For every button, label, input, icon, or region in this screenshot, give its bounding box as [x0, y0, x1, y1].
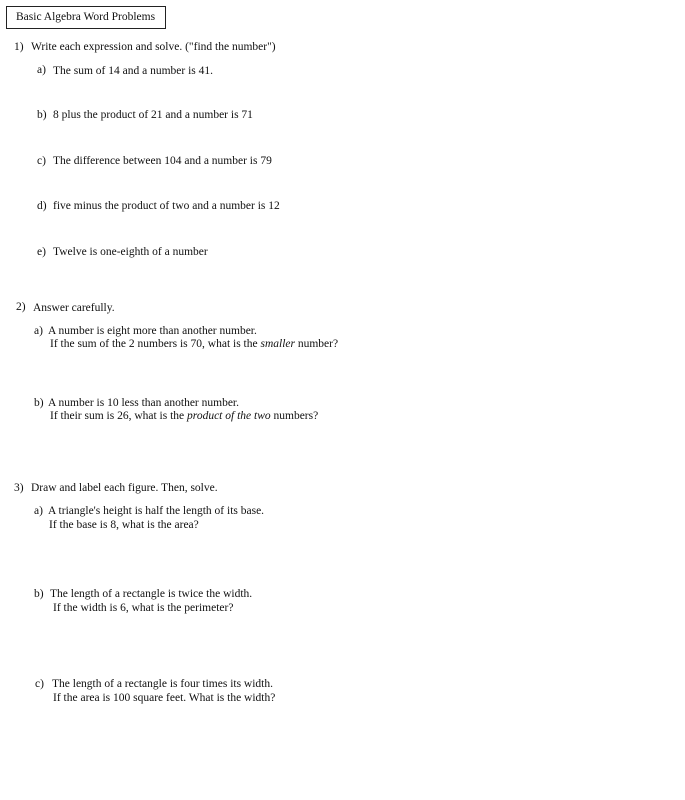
problem-1d-text: five minus the product of two and a number is 12 [53, 200, 280, 212]
problem-2-number: 2) [16, 301, 26, 313]
problem-3a-line2: If the base is 8, what is the area? [49, 519, 199, 531]
problem-1c-letter: c) [37, 155, 46, 167]
problem-1b-letter: b) [37, 109, 47, 121]
problem-2b-letter: b) [34, 397, 44, 409]
problem-1e-text: Twelve is one-eighth of a number [53, 246, 208, 258]
problem-1-number: 1) [14, 41, 24, 53]
problem-1e-letter: e) [37, 246, 46, 258]
problem-1c-text: The difference between 104 and a number is 79 [53, 155, 272, 167]
title-box [6, 6, 166, 29]
problem-1a-text: The sum of 14 and a number is 41. [53, 65, 214, 77]
problem-3b-line1: The length of a rectangle is twice the width. [50, 588, 253, 600]
problem-3a-line1: A triangle's height is half the length of its base. [48, 505, 265, 517]
problem-2a-line1: A number is eight more than another number. [48, 325, 257, 337]
problem-3c-line1: The length of a rectangle is four times its width. [52, 678, 273, 690]
problem-2a-letter: a) [34, 325, 43, 337]
problem-3-instruction: Draw and label each figure. Then, solve. [31, 482, 218, 494]
problem-3c-letter: c) [35, 678, 44, 690]
problem-1-instruction: Write each expression and solve. ("find the number") [31, 41, 276, 53]
problem-3b-letter: b) [34, 588, 44, 600]
problem-3-number: 3) [14, 482, 24, 494]
problem-3b-line2: If the width is 6, what is the perimeter? [53, 602, 234, 614]
problem-1a-letter: a) [37, 64, 46, 76]
page-title: Basic Algebra Word Problems [16, 11, 156, 23]
problem-3a-letter: a) [34, 505, 43, 517]
problem-1d-letter: d) [37, 200, 47, 212]
problem-1b-text: 8 plus the product of 21 and a number is 71 [53, 109, 253, 121]
problem-3c-line2: If the area is 100 square feet. What is the width? [53, 692, 276, 704]
problem-2-instruction: Answer carefully. [33, 302, 115, 314]
problem-2b-line2: If their sum is 26, what is the product of the two numbers? [50, 410, 319, 422]
problem-2a-line2: If the sum of the 2 numbers is 70, what is the smaller number? [50, 338, 339, 350]
problem-2b-line1: A number is 10 less than another number. [48, 397, 239, 409]
